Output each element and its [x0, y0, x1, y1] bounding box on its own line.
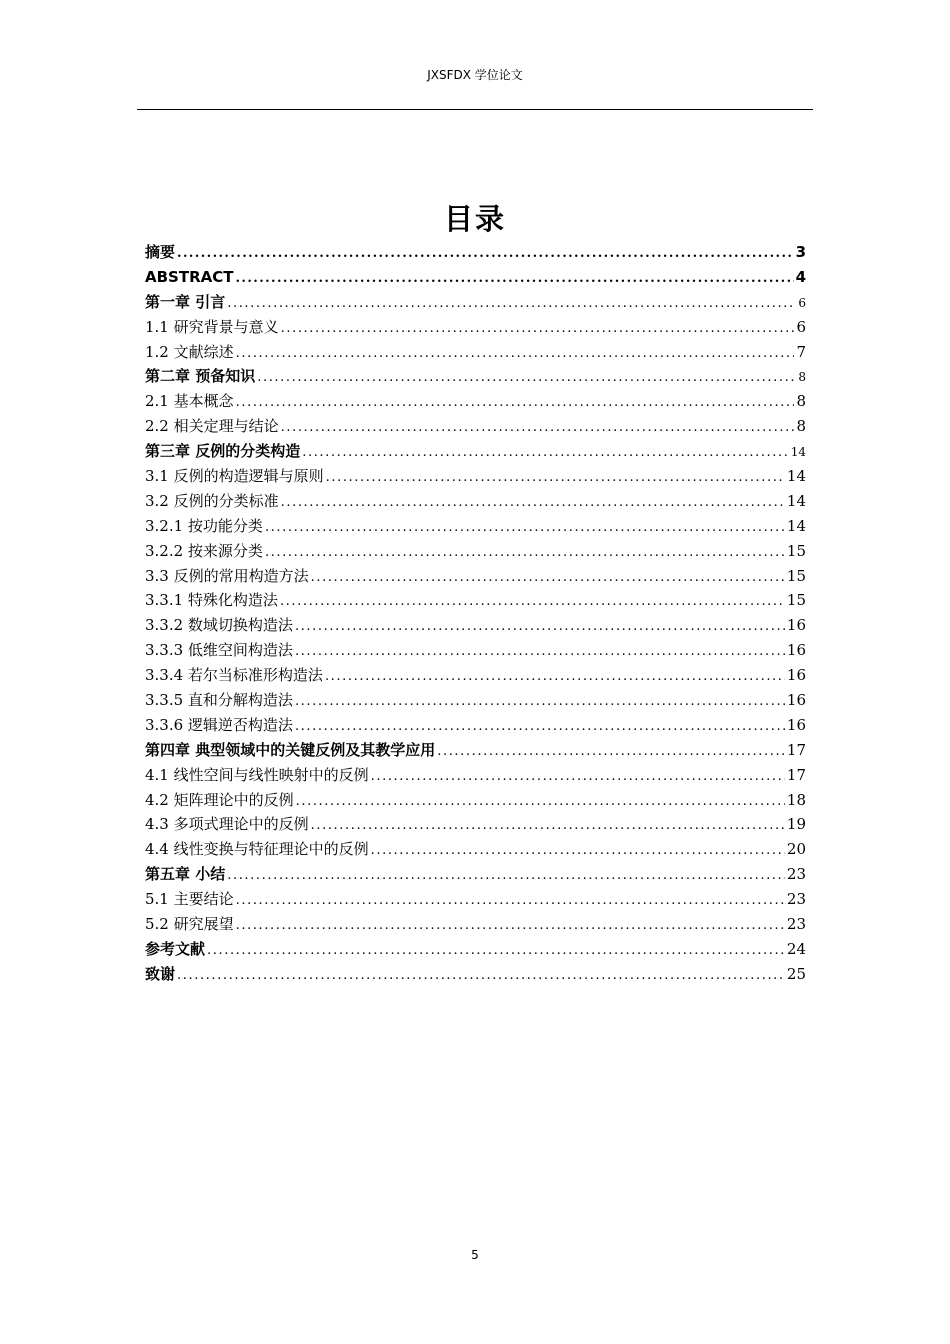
toc-dot-leader [265, 516, 785, 541]
toc-entry[interactable] [145, 638, 806, 663]
toc-entry-label: 3.3.3 低维空间构造法 [145, 641, 293, 660]
toc-entry-page: 16 [786, 666, 806, 685]
toc-entry[interactable] [145, 514, 806, 539]
page-number: 5 [471, 1248, 479, 1262]
toc-entry-label: 第二章 预备知识 [145, 367, 256, 386]
toc-entry-page: 17 [786, 740, 806, 759]
toc-entry-page: 24 [786, 939, 806, 958]
toc-entry[interactable] [145, 340, 806, 365]
toc-dot-leader [295, 715, 785, 740]
toc-entry[interactable] [145, 937, 806, 962]
toc-entry-label: 4.3 多项式理论中的反例 [145, 815, 309, 834]
toc-dot-leader [281, 317, 795, 342]
toc-entry-page: 20 [786, 840, 806, 859]
toc-entry-label: 4.2 矩阵理论中的反例 [145, 790, 294, 809]
toc-dot-leader [295, 640, 785, 665]
toc-entry-label: 3.3.2 数域切换构造法 [145, 616, 293, 635]
toc-entry-page: 16 [786, 641, 806, 660]
toc-entry[interactable] [145, 240, 806, 265]
toc-entry-label: 第四章 典型领域中的关键反例及其教学应用 [145, 740, 436, 759]
toc-entry-label: 参考文献 [145, 939, 206, 958]
toc-dot-leader [177, 242, 794, 267]
toc-entry-page: 16 [786, 691, 806, 710]
toc-entry[interactable] [145, 364, 806, 389]
toc-entry-label: 4.4 线性变换与特征理论中的反例 [145, 840, 369, 859]
toc-entry-page: 14 [786, 467, 806, 486]
toc-entry-label: 第一章 引言 [145, 292, 226, 311]
toc-entry-label: 摘要 [145, 243, 176, 261]
toc-entry-label: 3.2 反例的分类标准 [145, 491, 279, 510]
toc-entry-page: 16 [786, 715, 806, 734]
toc-entry-label: 致谢 [145, 964, 176, 983]
toc-entry[interactable] [145, 564, 806, 589]
toc-dot-leader [302, 441, 788, 466]
toc-entry[interactable] [145, 738, 806, 763]
toc-entry-label: 第三章 反例的分类构造 [145, 442, 301, 461]
toc-entry-page: 14 [786, 491, 806, 510]
toc-entry-page: 16 [786, 616, 806, 635]
toc-entry[interactable] [145, 588, 806, 613]
toc-entry[interactable] [145, 713, 806, 738]
toc-dot-leader [227, 864, 785, 889]
toc-entry[interactable] [145, 489, 806, 514]
toc-dot-leader [257, 366, 796, 391]
toc-dot-leader [236, 914, 785, 939]
toc-dot-leader [281, 416, 795, 441]
toc-dot-leader [280, 590, 785, 615]
toc-entry-page: 15 [786, 541, 806, 560]
toc-entry-page: 6 [796, 317, 806, 336]
toc-entry-page: 15 [786, 566, 806, 585]
toc-entry-page: 23 [786, 890, 806, 909]
toc-entry-page: 6 [798, 295, 806, 310]
toc-title: 目录 [443, 202, 506, 236]
toc-entry[interactable] [145, 613, 806, 638]
toc-entry-label: 2.1 基本概念 [145, 392, 234, 411]
toc-dot-leader [311, 566, 785, 591]
toc-entry-label: 3.2.1 按功能分类 [145, 516, 263, 535]
toc-entry-page: 23 [786, 915, 806, 934]
toc-dot-leader [236, 342, 795, 367]
toc-entry-page: 15 [786, 591, 806, 610]
toc-dot-leader [265, 541, 785, 566]
toc-entry[interactable] [145, 912, 806, 937]
toc-dot-leader [311, 814, 785, 839]
toc-dot-leader [281, 491, 785, 516]
toc-entry-label: 3.3.6 逻辑逆否构造法 [145, 715, 293, 734]
toc-entry[interactable] [145, 663, 806, 688]
toc-entry-label: 1.1 研究背景与意义 [145, 317, 279, 336]
toc-dot-leader [235, 267, 793, 292]
toc-dot-leader [437, 740, 785, 765]
toc-entry-page: 8 [798, 370, 806, 385]
toc-entry[interactable] [145, 265, 806, 290]
toc-entry-page: 17 [786, 765, 806, 784]
toc-entry[interactable] [145, 315, 806, 340]
toc-entry-label: 4.1 线性空间与线性映射中的反例 [145, 765, 369, 784]
toc-entry-page: 23 [786, 865, 806, 884]
toc-dot-leader [295, 690, 785, 715]
toc-entry-page: 4 [795, 267, 806, 286]
toc-entry[interactable] [145, 688, 806, 713]
toc-entry-label: 5.2 研究展望 [145, 915, 234, 934]
toc-entry-label: 3.3.4 若尔当标准形构造法 [145, 666, 323, 685]
toc-dot-leader [325, 665, 785, 690]
toc-dot-leader [326, 466, 785, 491]
toc-entry-page: 14 [786, 516, 806, 535]
toc-entry[interactable] [145, 788, 806, 813]
toc-entry-label: 3.2.2 按来源分类 [145, 541, 263, 560]
toc-entry[interactable] [145, 763, 806, 788]
toc-entry-label: ABSTRACT [145, 267, 234, 286]
toc-entry[interactable] [145, 962, 806, 987]
toc-entry-label: 5.1 主要结论 [145, 890, 234, 909]
toc-dot-leader [296, 790, 785, 815]
toc-entry[interactable] [145, 439, 806, 464]
toc-entry-label: 3.1 反例的构造逻辑与原则 [145, 467, 324, 486]
toc-dot-leader [227, 292, 796, 317]
toc-entry[interactable] [145, 837, 806, 862]
toc-dot-leader [295, 615, 785, 640]
toc-entry-page: 7 [796, 342, 806, 361]
toc-entry-page: 3 [795, 243, 806, 261]
toc-entry[interactable] [145, 414, 806, 439]
toc-dot-leader [236, 391, 795, 416]
toc-entry[interactable] [145, 862, 806, 887]
toc-dot-leader [177, 964, 785, 989]
toc-entry[interactable] [145, 812, 806, 837]
toc-entry[interactable] [145, 389, 806, 414]
toc-entry-page: 19 [786, 815, 806, 834]
toc-entry-page: 8 [796, 417, 806, 436]
toc-entry-page: 25 [786, 964, 806, 983]
toc-entry-page: 8 [796, 392, 806, 411]
toc-entry[interactable] [145, 290, 806, 315]
toc-entry[interactable] [145, 539, 806, 564]
table-of-contents [145, 240, 806, 987]
toc-entry-label: 3.3.1 特殊化构造法 [145, 591, 278, 610]
toc-entry[interactable] [145, 464, 806, 489]
toc-dot-leader [371, 839, 785, 864]
toc-entry-label: 第五章 小结 [145, 865, 226, 884]
toc-entry-page: 14 [790, 445, 806, 460]
toc-dot-leader [236, 889, 785, 914]
toc-entry-label: 2.2 相关定理与结论 [145, 417, 279, 436]
running-header: JXSFDX 学位论文 [427, 68, 523, 82]
toc-dot-leader [207, 939, 785, 964]
toc-entry-label: 3.3 反例的常用构造方法 [145, 566, 309, 585]
toc-dot-leader [371, 765, 785, 790]
toc-entry-label: 3.3.5 直和分解构造法 [145, 691, 293, 710]
header-rule [137, 109, 813, 110]
toc-entry-page: 18 [786, 790, 806, 809]
toc-entry[interactable] [145, 887, 806, 912]
toc-entry-label: 1.2 文献综述 [145, 342, 234, 361]
